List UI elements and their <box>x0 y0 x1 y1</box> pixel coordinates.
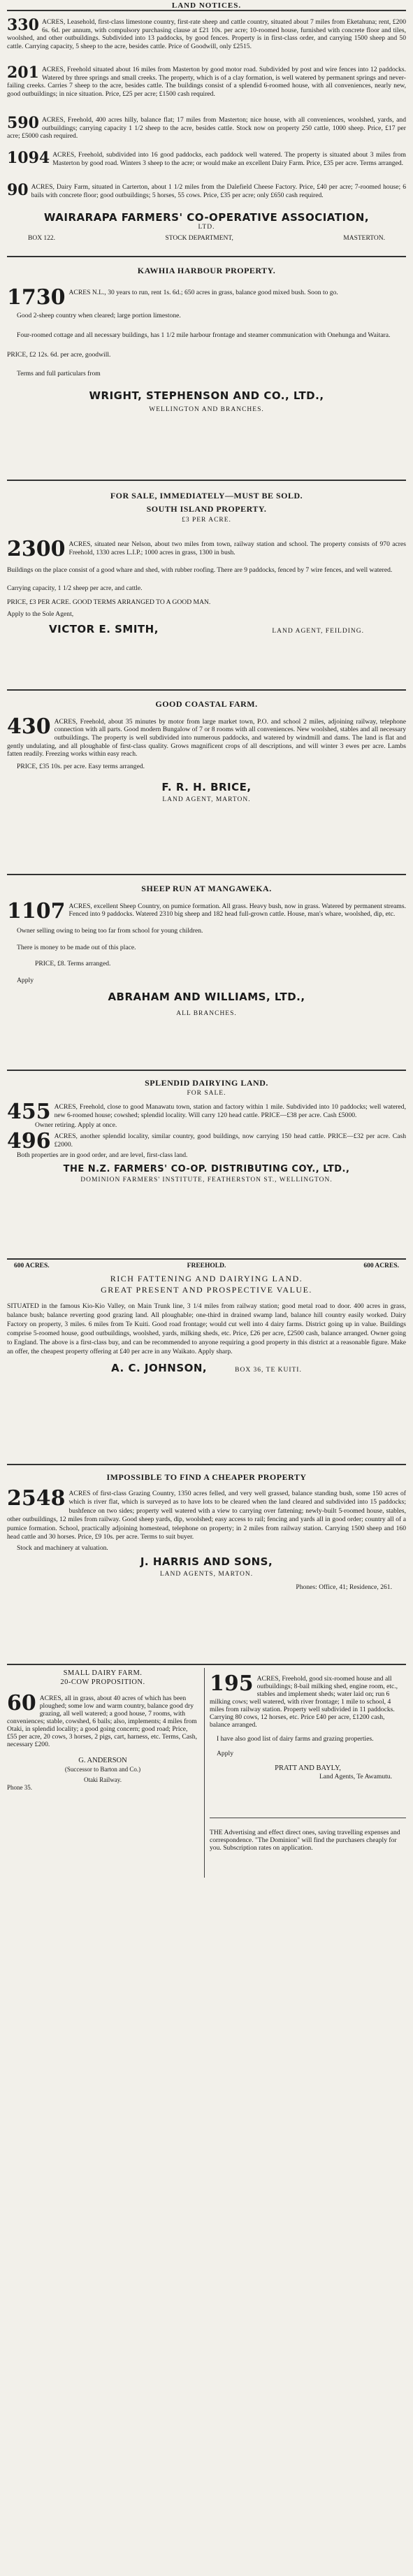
agent-phones: Phones: Office, 41; Residence, 261. <box>296 1583 392 1592</box>
agent-name: G. ANDERSON <box>78 1756 127 1764</box>
column-divider <box>204 1668 205 1878</box>
acreage-figure: 590 <box>7 116 39 132</box>
ad-paragraph: Four-roomed cottage and all necessary buildings, has 1 1/2 mile harbour frontage and steamer communication with Onehunga and Waitara. <box>17 331 391 340</box>
agent-location: LAND AGENTS, MARTON. <box>159 1571 254 1578</box>
ad-title: SHEEP RUN AT MANGAWEKA. <box>141 884 272 893</box>
acreage-figure: 1107 <box>7 898 66 923</box>
section-header: LAND NOTICES. <box>171 1 242 10</box>
acreage-figure: 1730 <box>7 285 66 310</box>
acreage-figure: 2300 <box>7 536 66 561</box>
agent-location: LAND AGENT, FEILDING. <box>272 628 364 635</box>
ad-body: ACRES, another splendid locality, similar country, good buildings, now carrying 150 head cattle. PRICE—£32 per acre. Cash £2000. <box>54 1132 406 1149</box>
ad-price: PRICE, £35 10s. per acre. Easy terms arranged. <box>17 763 145 771</box>
divider <box>7 1258 406 1260</box>
ad-heading-right: 600 ACRES. <box>363 1262 399 1269</box>
agent-department: STOCK DEPARTMENT, <box>165 234 233 242</box>
ad-wairarapa-farmers <box>7 211 406 253</box>
agent-box: BOX 122. <box>28 234 56 242</box>
agent-row <box>7 623 406 636</box>
acreage-figure: 455 <box>7 1100 51 1125</box>
ad-1094-acres <box>7 151 406 180</box>
ad-body: ACRES, Leasehold, first-class limestone country, first-rate sheep and cattle country, situated about 7 miles from Eketahuna; rent, £200 6s. 6d. per annum, with compulsory purchasing clause at £21 10s. per acre; 10-roomed house, furnished with concrete floor and tiles, woolshed, and other outbuildings. Subdivided into 13 paddocks, by good fences. Property is in first-class order, and carrying 1500 sheep and 50 cattle. Carrying capacity, 5 sheep to the acre, besides cattle. Price of Goodwill, only £2515. <box>7 18 406 51</box>
agent-name: F. R. H. BRICE, <box>161 780 252 793</box>
ad-title: RICH FATTENING AND DAIRYING LAND. <box>110 1273 303 1283</box>
ad-body: ACRES, Freehold, subdivided into 16 good paddocks, each paddock well watered. The property is situated about 3 miles from Masterton by good road. Winters 3 sheep to the acre; or would make an excellent Dairy Farm. Price, £35 per acre. Terms arranged. <box>52 151 406 167</box>
ad-paragraph: Buildings on the place consist of a good whare and shed, with rubber roofing. There are 9 paddocks, fenced by 7 wire fences, and well watered. <box>7 566 393 575</box>
ad-600-acres-freehold <box>7 1262 406 1455</box>
divider <box>7 256 406 257</box>
agent-row <box>7 1362 406 1375</box>
divider <box>7 480 406 481</box>
divider <box>7 1664 406 1665</box>
ad-body: ACRES N.L., 30 years to run, rent 1s. 6d.; 650 acres in grass, balance good mixed bush. Soon to go. <box>68 288 338 296</box>
ad-terms: Terms and full particulars from <box>17 370 101 378</box>
agent-phone: Phone 35. <box>7 1783 32 1791</box>
ad-title: GOOD COASTAL FARM. <box>155 699 258 709</box>
ad-body: ACRES, Freehold, good six-roomed house and all outbuildings; 8-bail milking shed, engine room, etc., stables and implement sheds; water laid on; run 6 milking cows; well watered, with river frontage; 1 mile to school, 4 miles from railway station. Property well subdivided in 11 paddocks. Carrying 80 cows, 12 horses, etc. Price £40 per acre, £1200 cash, balance arranged. <box>210 1674 398 1729</box>
ad-apply: Apply <box>217 1750 233 1758</box>
divider <box>7 874 406 875</box>
acreage-figure: 496 <box>7 1128 51 1153</box>
agent-location: DOMINION FARMERS' INSTITUTE, FEATHERSTON ST., WELLINGTON. <box>80 1176 333 1183</box>
agent-ltd: LTD. <box>198 224 215 231</box>
acreage-figure: 60 <box>7 1690 36 1715</box>
ad-price: PRICE, £8. Terms arranged. <box>35 960 111 968</box>
agent-location: Land Agents, Te Awamutu. <box>319 1773 392 1781</box>
ad-title: 20-COW PROPOSITION. <box>60 1678 145 1686</box>
ad-body: ACRES, Dairy Farm, situated in Carterton, about 1 1/2 miles from the Dalefield Cheese Factory. Price, £40 per acre; 7-roomed house; 6 bails with concrete floor; good outbuildings; 5 horses, 55 cows. Price, £35 per acre; only £650 cash required. <box>31 183 406 199</box>
ad-small-dairy-farm <box>7 1668 198 1878</box>
divider <box>7 1070 406 1071</box>
agent-name: ABRAHAM AND WILLIAMS, LTD., <box>108 990 305 1003</box>
ad-apply: Apply to the Sole Agent, <box>7 610 74 619</box>
ad-body: THE Advertising and effect direct ones, saving travelling expenses and correspondence. "The Dominion" will find the purchasers cheaply for you. Subscription rates on application. <box>210 1828 400 1852</box>
agent-successor: (Successor to Barton and Co.) <box>64 1765 141 1773</box>
ad-heading-mid: FREEHOLD. <box>187 1262 226 1269</box>
ad-body: ACRES, excellent Sheep Country, on pumice formation. All grass. Heavy bush, now in grass. Watered by permanent streams. Fenced into 9 paddocks. Watered 2310 big sheep and 182 head full-grown cattle. House, man's whare, woolshed, dip, etc. <box>68 902 406 919</box>
ad-south-island <box>7 485 406 674</box>
agent-name: J. HARRIS AND SONS, <box>140 1555 273 1569</box>
ad-coastal-farm <box>7 695 406 863</box>
ad-195-acres <box>210 1668 406 1787</box>
ad-title: SOUTH ISLAND PROPERTY. <box>146 503 267 514</box>
ad-paragraph: Owner retiring. Apply at once. <box>35 1121 117 1130</box>
ad-body: ACRES, Freehold, about 35 minutes by motor from large market town, P.O. and school 2 miles, adjoining railway, telephone connection with all parts. Good modern Bungalow of 7 or 8 rooms with all conveniences. New woolshed, stables and all necessary outbuildings. The property is well subdivided into numerous paddocks, and watered by windmill and dams. The land is flat and gently undulating, and all ploughable of first-class quality. Grows magnificent crops of all descriptions, and will winter 3 ewes per acre. Lambs fatten readily. Freezing works within easy reach. <box>7 717 406 758</box>
agent-address-row <box>7 235 406 243</box>
ad-paragraph: Carrying capacity, 1 1/2 sheep per acre, and cattle. <box>7 584 143 592</box>
acreage-figure: 201 <box>7 66 39 82</box>
ad-title: KAWHIA HARBOUR PROPERTY. <box>137 266 276 275</box>
agent-location: BOX 36, TE KUITI. <box>235 1367 302 1374</box>
ad-title: SMALL DAIRY FARM. <box>63 1669 143 1677</box>
ad-kawhia-harbour <box>7 261 406 468</box>
ad-body: ACRES of first-class Grazing Country, 1350 acres felled, and very well grassed, balance standing bush, some 150 acres of which is river flat, which is surveyed as to have lots to be cleared when the land cleared and subdivided into 15 paddocks; bushfence on two sides; property well watered with a view to carrying over fattening; newly-built 5-roomed house, stables, other outbuildings, 12 miles from railway. Good sheep yards, dip, woolshed; easy access to rail; fencing and yards all in good order; country all of a pumice formation. School, practically adjoining homestead, telephone on property; in 2 miles from railway station. Carrying 1500 sheep and 160 head cattle and 30 horses. Price, £9 10s. per acre. Terms to suit buyer. <box>7 1489 406 1541</box>
ad-90-acres <box>7 183 406 208</box>
ad-body: SITUATED in the famous Kio-Kio Valley, on Main Trunk line, 3 1/4 miles from railway station; good metal road to door. 400 acres in grass, balance bush; balance reverting good grazing land. All ploughable; one-third in drained swamp land, balance hill country easily worked. Dairy Factory on property, 3 miles. 6 miles from Te Kuiti. Good road frontage; would cut well into 4 dairy farms. District going up in value. Buildings comprise 5-roomed house, good outbuildings, woolshed, yards, milking sheds, etc. Price, £26 per acre, £2500 cash, balance arranged. Owner going to England. The above is a first-class buy, and can be recommended to anyone requiring a good property in this district at a reasonable figure. Make an offer, the cheapest property offering at £40 per acre in any Waikato. Apply sharp. <box>7 1302 406 1355</box>
divider <box>7 689 406 691</box>
acreage-figure: 195 <box>210 1671 254 1696</box>
ad-body: ACRES, all in grass, about 40 acres of which has been ploughed; some low and warm country, balance good dry grazing, all well watered; a good house, 7 rooms, with conveniences; stable, cowshed, 6 bails; also, implements; 4 miles from Otaki, in splendid locality; a good going concern; good road; Price, £55 per acre, 20 cows, 3 horses, 2 pigs, cart, harness, etc. Terms, Cash, necessary £200. <box>7 1694 197 1748</box>
ad-title: GREAT PRESENT AND PROSPECTIVE VALUE. <box>101 1285 312 1295</box>
ad-paragraph: There is money to be made out of this place. <box>17 943 136 951</box>
acreage-figure: 2548 <box>7 1485 66 1511</box>
ad-title: IMPOSSIBLE TO FIND A CHEAPER PROPERTY <box>106 1472 307 1482</box>
header-rule <box>7 10 406 11</box>
land-notices-page <box>7 0 406 2576</box>
divider <box>7 1464 406 1465</box>
ad-590-acres <box>7 116 406 148</box>
ad-cheaper-property <box>7 1468 406 1657</box>
agent-name: WAIRARAPA FARMERS' CO-OPERATIVE ASSOCIATION, <box>43 211 370 224</box>
ad-paragraph: Good 2-sheep country when cleared; large portion limestone. <box>17 312 181 320</box>
agent-branches: ALL BRANCHES. <box>176 1010 237 1018</box>
ad-body: ACRES, Freehold situated about 16 miles from Masterton by good motor road. Subdivided by post and wire fences into 12 paddocks. Watered by three springs and small creeks. The property, which is of a clay formation, is well watered by permanent springs and never-failing creeks. Carries 7 sheep to the acre, besides cattle. The buildings consist of a splendid 6-roomed house, with all conveniences, nearly new, good outbuildings; in nice situation. Price, £25 per acre; £1500 cash required. <box>7 66 406 99</box>
ad-heading-left: 600 ACRES. <box>14 1262 50 1269</box>
agent-location: LAND AGENT, MARTON. <box>162 796 251 804</box>
ad-paragraph: I have also good list of dairy farms and grazing properties. <box>217 1735 374 1743</box>
acreage-figure: 330 <box>7 18 39 34</box>
agent-location: Otaki Railway. <box>84 1776 122 1783</box>
ad-advertising-notice <box>210 1822 406 1878</box>
ad-price: PRICE, £3 PER ACRE. GOOD TERMS ARRANGED TO A GOOD MAN. <box>7 598 211 606</box>
agent-branches: WELLINGTON AND BRANCHES. <box>149 406 264 414</box>
agent-name: THE N.Z. FARMERS' CO-OP. DISTRIBUTING COY., LTD., <box>63 1164 350 1175</box>
ad-subtitle: FOR SALE. <box>187 1089 226 1097</box>
ad-apply: Apply <box>17 977 34 985</box>
agent-name: PRATT AND BAYLY, <box>275 1764 341 1772</box>
ad-201-acres <box>7 66 406 113</box>
ad-body: ACRES, Freehold, close to good Manawatu town, station and factory within 1 mile. Subdivided into 10 paddocks; well watered, new 6-roomed house; cowshed; splendid locality. Will carry 120 head cattle. PRICE—£38 per acre. Cash £5000. <box>54 1103 406 1119</box>
agent-name: A. C. JOHNSON, <box>111 1362 208 1375</box>
agent-name: VICTOR E. SMITH, <box>49 623 159 636</box>
ad-330-acres <box>7 18 406 63</box>
ad-heading-row <box>7 1262 406 1271</box>
agent-town: MASTERTON. <box>343 234 385 242</box>
ad-mangaweka-run <box>7 879 406 1060</box>
ad-subtitle: £3 PER ACRE. <box>182 517 231 524</box>
ad-paragraph: Owner selling owing to being too far from school for young children. <box>17 927 203 935</box>
acreage-figure: 1094 <box>7 151 50 167</box>
acreage-figure: 430 <box>7 714 51 739</box>
acreage-figure: 90 <box>7 183 29 199</box>
ad-title: SPLENDID DAIRYING LAND. <box>145 1078 268 1088</box>
ad-price: PRICE, £2 12s. 6d. per acre, goodwill. <box>7 350 111 359</box>
ad-body: ACRES, situated near Nelson, about two miles from town, railway station and school. The property consists of 970 acres Freehold, 1330 acres L.I.P.; 1000 acres in grass, 1300 in bush. <box>68 540 406 556</box>
ad-body: ACRES, Freehold, 400 acres hilly, balance flat; 17 miles from Masterton; nice house, with all conveniences, woolshed, yards, and outbuildings; carrying capacity 1 1/2 sheep to the acre, besides cattle. Stock now on property 250 cattle, 1000 sheep. Price, £17 per acre; £5000 cash required. <box>7 116 406 141</box>
ad-paragraph: Stock and machinery at valuation. <box>17 1544 108 1553</box>
ad-title: FOR SALE, IMMEDIATELY—MUST BE SOLD. <box>110 491 303 501</box>
ad-splendid-dairying <box>7 1075 406 1250</box>
ad-paragraph: Both properties are in good order, and are level, first-class land. <box>17 1151 188 1160</box>
agent-name: WRIGHT, STEPHENSON AND CO., LTD., <box>89 389 324 403</box>
